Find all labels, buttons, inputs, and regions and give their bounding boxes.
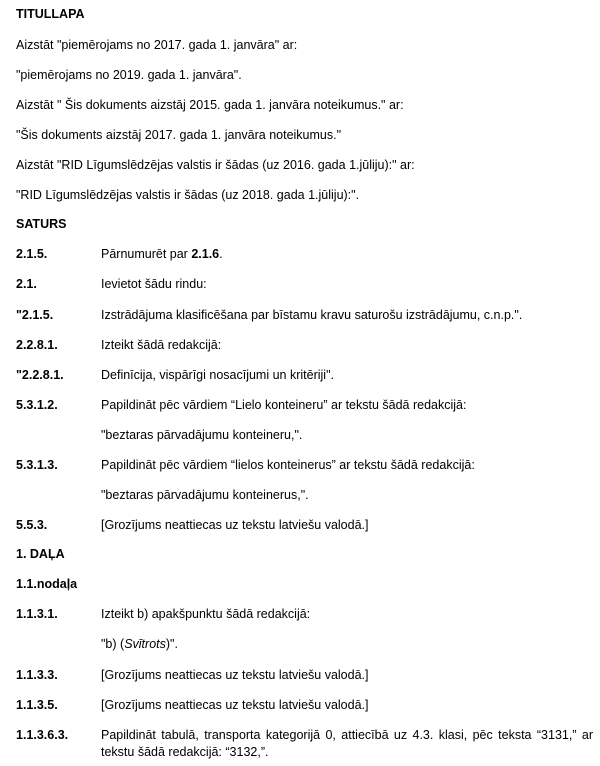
chapter-heading: 1.1.nodaļa [16,577,78,591]
subtext-pre: "b) ( [101,637,125,651]
section-heading-part1: 1. DAĻA [16,547,65,561]
entry-text: Izstrādājuma klasificēšana par bīstamu kravu saturošu izstrādājumu, c.n.p.". [101,308,523,322]
entry-text: Ievietot šādu rindu: [101,277,207,291]
entry-subtext: "beztaras pārvadājumu konteineru,". [101,428,303,442]
entry-number: 2.1. [16,277,37,291]
entry-text: [Grozījums neattiecas uz tekstu latviešu valodā.] [101,698,369,712]
text-line: Aizstāt " Šis dokuments aizstāj 2015. gada 1. janvāra noteikumus." ar: [16,98,404,112]
entry-text: Definīcija, vispārīgi nosacījumi un kritēriji". [101,368,334,382]
section-heading-contents: SATURS [16,217,67,231]
entry-number: 1.1.3.6.3. [16,728,69,742]
entry-text: Papildināt tabulā, transporta kategorijā 0, attiecībā uz 4.3. klasi, pēc teksta “3131,” ar tekstu šādā redakcijā: “3132,”. [101,728,593,759]
text-line: "piemērojams no 2019. gada 1. janvāra". [16,68,242,82]
text-line: "RID Līgumslēdzējas valstis ir šādas (uz 2018. gada 1.jūliju):". [16,188,360,202]
entry-text: Izteikt šādā redakcijā: [101,338,222,352]
entry-number: 2.2.8.1. [16,338,58,352]
entry-number: 1.1.3.1. [16,607,58,621]
entry-text-post: . [219,247,223,261]
text-line: "Šis dokuments aizstāj 2017. gada 1. janvāra noteikumus." [16,128,342,142]
entry-text-pre: Pārnumurēt par [101,247,192,261]
subtext-italic: Svītrots [124,637,166,651]
entry-text: Izteikt b) apakšpunktu šādā redakcijā: [101,607,311,621]
entry-subtext: "beztaras pārvadājumu konteinerus,". [101,488,309,502]
entry-number: 5.3.1.2. [16,398,58,412]
entry-number: 5.5.3. [16,518,48,532]
entry-number: "2.1.5. [16,308,54,322]
entry-number: "2.2.8.1. [16,368,64,382]
entry-text [101,246,223,262]
entry-text: [Grozījums neattiecas uz tekstu latviešu valodā.] [101,668,369,682]
entry-subtext [101,636,178,652]
text-line: Aizstāt "piemērojams no 2017. gada 1. janvāra" ar: [16,38,298,52]
entry-text: Papildināt pēc vārdiem “Lielo konteineru” ar tekstu šādā redakcijā: [101,398,467,412]
entry-number: 5.3.1.3. [16,458,58,472]
text-line: Aizstāt "RID Līgumslēdzējas valstis ir šādas (uz 2016. gada 1.jūliju):" ar: [16,158,415,172]
entry-text: [Grozījums neattiecas uz tekstu latviešu valodā.] [101,518,369,532]
subtext-post: )". [165,637,178,651]
entry-number: 1.1.3.5. [16,698,58,712]
entry-text-bold: 2.1.6 [191,247,220,261]
section-heading-titlepage: TITULLAPA [16,7,85,21]
entry-number: 1.1.3.3. [16,668,58,682]
entry-text: Papildināt pēc vārdiem “lielos konteinerus” ar tekstu šādā redakcijā: [101,458,475,472]
entry-number: 2.1.5. [16,247,48,261]
